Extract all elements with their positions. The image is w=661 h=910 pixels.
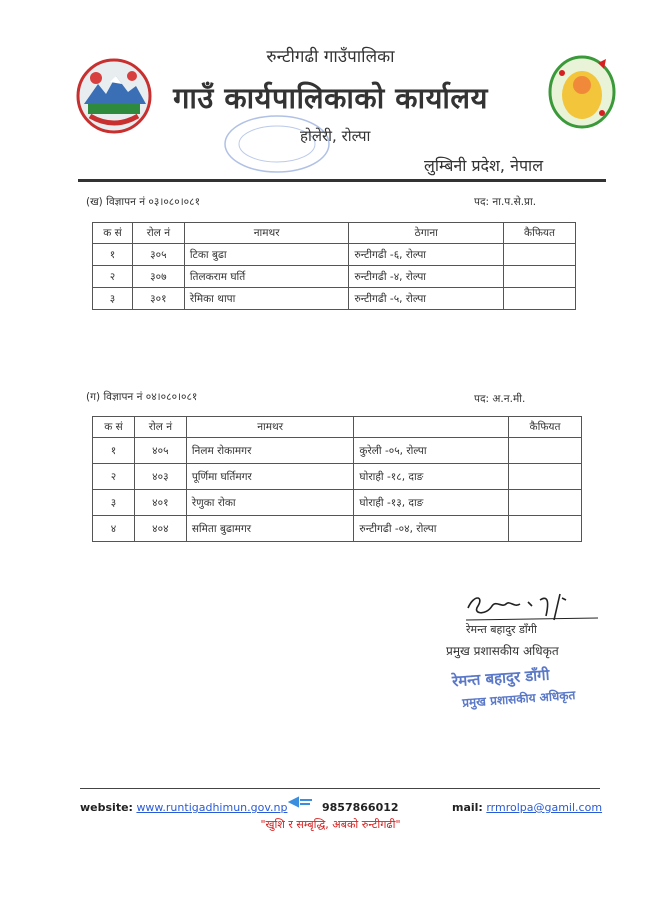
website-link[interactable]: www.runtigadhimun.gov.np	[136, 801, 288, 814]
office-name: गाउँ कार्यपालिकाको कार्यालय	[173, 81, 488, 115]
cell-roll: ४०५	[134, 438, 186, 464]
cell-name: रेणुका रोका	[186, 490, 354, 516]
section2-ad-number: (ग) विज्ञापन नं ०४।०८०।०८१	[86, 391, 198, 403]
cell-address: रुन्टीगढी -६, रोल्पा	[349, 244, 504, 266]
col-remarks: कैफियत	[509, 417, 582, 438]
signature-stamp-title: प्रमुख प्रशासकीय अधिकृत	[461, 688, 576, 710]
cell-name: टिका बुढा	[184, 244, 349, 266]
cell-remarks	[509, 516, 582, 542]
table-row	[93, 438, 582, 464]
table-row	[93, 266, 576, 288]
handwritten-signature	[462, 586, 602, 626]
cell-name: रेमिका थापा	[184, 288, 349, 310]
cell-roll: ४०३	[134, 464, 186, 490]
cell-roll: ३०१	[132, 288, 184, 310]
cell-remarks	[504, 288, 576, 310]
cell-sn: ३	[93, 490, 135, 516]
footer-mail	[452, 801, 602, 814]
website-label: website:	[80, 801, 133, 814]
section1-table	[92, 222, 576, 310]
table-row	[93, 464, 582, 490]
cell-sn: १	[93, 438, 135, 464]
province-name: लुम्बिनी प्रदेश, नेपाल	[424, 156, 544, 175]
cell-roll: ३०५	[132, 244, 184, 266]
table-header-row	[93, 417, 582, 438]
phone-icon	[288, 796, 314, 808]
mail-label: mail:	[452, 801, 483, 814]
table-row	[93, 490, 582, 516]
cell-sn: १	[93, 244, 133, 266]
cell-name: पूर्णिमा घर्तिमगर	[186, 464, 354, 490]
cell-name: तिलकराम घर्ति	[184, 266, 349, 288]
table-row	[93, 516, 582, 542]
col-address: ठेगाना	[349, 223, 504, 244]
section2-table	[92, 416, 582, 542]
col-name: नामथर	[184, 223, 349, 244]
cell-address: कुरेली -०५, रोल्पा	[354, 438, 509, 464]
col-sn: क सं	[93, 417, 135, 438]
table-row	[93, 244, 576, 266]
signatory-name: रेमन्त बहादुर डाँगी	[466, 623, 537, 636]
cell-address: रुन्टीगढी -५, रोल्पा	[349, 288, 504, 310]
cell-roll: ४०१	[134, 490, 186, 516]
col-sn: क सं	[93, 223, 133, 244]
col-roll: रोल नं	[134, 417, 186, 438]
cell-address: रुन्टीगढी -०४, रोल्पा	[354, 516, 509, 542]
office-location: होलेरी, रोल्पा	[300, 127, 371, 145]
cell-remarks	[509, 464, 582, 490]
footer-slogan: "खुशि र सम्बृद्धि, अबको रुन्टीगढी"	[260, 818, 401, 831]
mail-link[interactable]: rrmrolpa@gamil.com	[486, 801, 603, 814]
footer-divider	[80, 788, 600, 789]
cell-remarks	[509, 490, 582, 516]
signatory-title: प्रमुख प्रशासकीय अधिकृत	[446, 644, 559, 658]
header-divider	[78, 179, 606, 182]
municipality-name: रुन्टीगढी गाउँपालिका	[266, 47, 395, 67]
cell-address: घोराही -१८, दाङ	[354, 464, 509, 490]
cell-roll: ४०४	[134, 516, 186, 542]
municipality-logo	[548, 55, 616, 129]
col-roll: रोल नं	[132, 223, 184, 244]
col-remarks: कैफियत	[504, 223, 576, 244]
table-row	[93, 288, 576, 310]
footer-phone: 9857866012	[322, 801, 399, 814]
cell-roll: ३०७	[132, 266, 184, 288]
cell-sn: २	[93, 464, 135, 490]
cell-remarks	[504, 266, 576, 288]
cell-sn: ३	[93, 288, 133, 310]
cell-name: समिता बुढामगर	[186, 516, 354, 542]
cell-remarks	[504, 244, 576, 266]
col-name: नामथर	[186, 417, 354, 438]
section2-post: पद: अ.न.मी.	[474, 393, 526, 405]
cell-name: निलम रोकामगर	[186, 438, 354, 464]
section1-ad-number: (ख) विज्ञापन नं ०३।०८०।०८१	[86, 196, 201, 208]
footer-website	[80, 801, 287, 814]
cell-address: रुन्टीगढी -४, रोल्पा	[349, 266, 504, 288]
cell-sn: ४	[93, 516, 135, 542]
table-header-row	[93, 223, 576, 244]
col-address	[354, 417, 509, 438]
cell-address: घोराही -१३, दाङ	[354, 490, 509, 516]
cell-sn: २	[93, 266, 133, 288]
section1-post: पद: ना.प.से.प्रा.	[474, 196, 537, 208]
signature-stamp-name: रेमन्त बहादुर डाँगी	[451, 665, 550, 691]
cell-remarks	[509, 438, 582, 464]
